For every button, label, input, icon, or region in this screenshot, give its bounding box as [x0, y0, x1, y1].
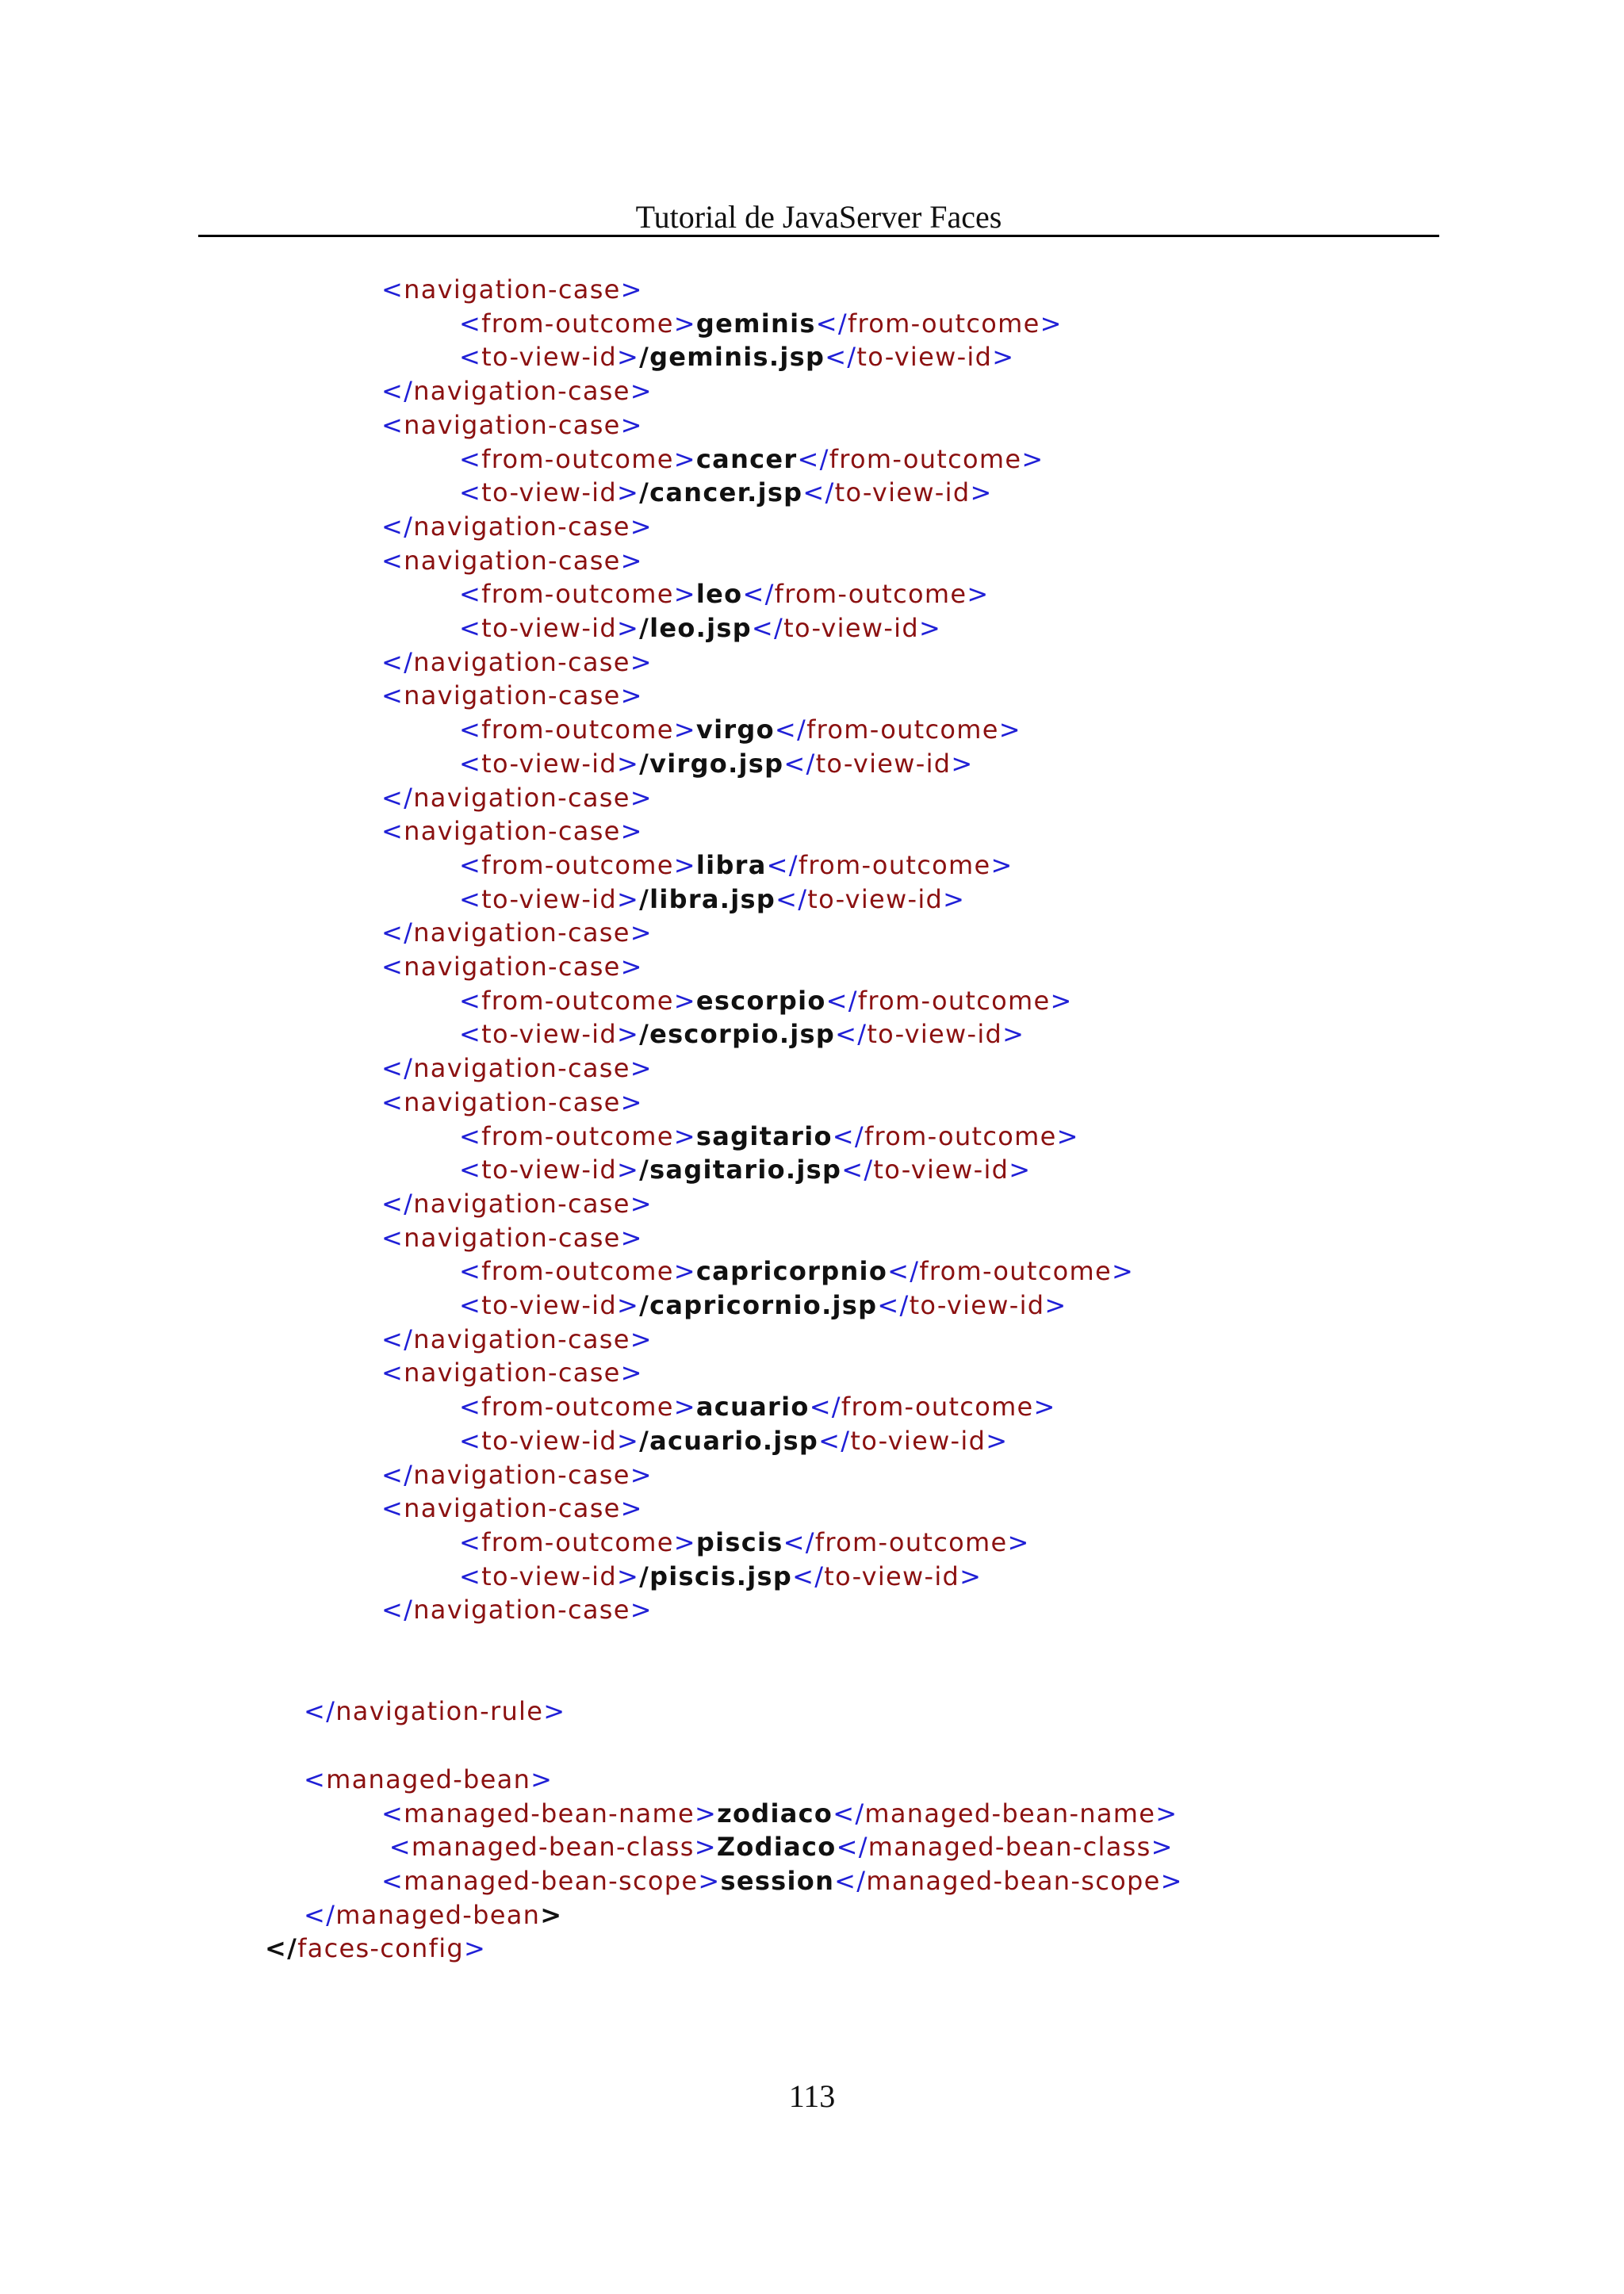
code-tag-bracket: <: [459, 579, 482, 610]
code-tag-bracket: <: [381, 1222, 404, 1253]
code-tag-bracket: >: [616, 1425, 640, 1456]
code-tag-name: faces-config: [297, 1933, 465, 1964]
code-tag-name: navigation-case: [413, 376, 630, 407]
code-line: [459, 984, 1073, 1018]
code-value: /sagitario.jsp: [639, 1155, 842, 1185]
code-tag-name: managed-bean-scope: [404, 1865, 699, 1896]
code-line: [381, 814, 643, 848]
code-line: [459, 340, 1014, 374]
code-tag-bracket: </: [776, 883, 808, 914]
code-tag-name: from-outcome: [481, 579, 674, 610]
code-tag-bracket: </: [833, 1798, 865, 1829]
code-tag-bracket: <: [381, 1798, 404, 1829]
code-tag-name: to-view-id: [807, 883, 944, 914]
code-value: session: [720, 1865, 835, 1896]
code-tag-bracket: </: [818, 1425, 851, 1456]
code-tag-name: navigation-case: [404, 1086, 621, 1117]
code-tag-name: navigation-case: [413, 1188, 630, 1219]
code-tag-bracket: >: [1007, 1526, 1030, 1557]
code-tag-bracket: >: [616, 1290, 640, 1320]
code-tag-bracket: >: [630, 1323, 653, 1354]
code-tag-bracket: </: [815, 308, 848, 339]
code-line: [459, 1526, 1030, 1560]
code-value: Zodiaco: [716, 1832, 837, 1863]
code-tag-bracket: <: [381, 1358, 404, 1388]
code-tag-bracket: >: [616, 342, 640, 373]
code-tag-bracket: </: [381, 511, 414, 542]
code-tag-name: navigation-case: [404, 409, 621, 440]
code-value: libra: [695, 849, 767, 880]
code-tag-name: to-view-id: [867, 1019, 1003, 1050]
code-tag-bracket: </: [381, 1188, 414, 1219]
code-tag-bracket: <: [459, 883, 482, 914]
header-divider: [198, 235, 1439, 237]
code-line: [381, 781, 653, 815]
code-value: piscis: [695, 1526, 783, 1557]
code-tag-bracket: >: [986, 1425, 1009, 1456]
code-tag-name: from-outcome: [481, 308, 674, 339]
code-tag-bracket: </: [832, 1120, 864, 1151]
code-line: [304, 1695, 565, 1729]
code-tag-name: managed-bean-scope: [866, 1865, 1161, 1896]
code-tag-bracket: >: [616, 883, 640, 914]
code-tag-bracket: >: [1044, 1290, 1067, 1320]
code-line: [459, 747, 974, 781]
code-value: </: [265, 1933, 298, 1964]
code-line: [381, 1356, 643, 1390]
code-line: [381, 273, 643, 307]
code-tag-bracket: </: [766, 849, 799, 880]
code-tag-name: navigation-case: [404, 816, 621, 847]
code-tag-name: managed-bean: [335, 1899, 541, 1930]
code-tag-bracket: >: [464, 1933, 487, 1964]
code-tag-name: from-outcome: [481, 714, 674, 745]
code-tag-name: from-outcome: [481, 1256, 674, 1287]
code-tag-name: managed-bean-class: [411, 1832, 695, 1863]
code-tag-bracket: </: [809, 1392, 841, 1423]
code-line: [459, 611, 941, 645]
code-tag-bracket: </: [774, 714, 807, 745]
code-line: [381, 1221, 643, 1255]
code-line: [381, 1864, 1183, 1898]
code-tag-name: to-view-id: [481, 1290, 617, 1320]
code-tag-bracket: >: [998, 714, 1021, 745]
code-tag-bracket: <: [459, 1155, 482, 1185]
page-number: 113: [788, 2078, 836, 2114]
code-tag-name: to-view-id: [481, 1561, 617, 1591]
code-tag-bracket: <: [381, 274, 404, 304]
code-tag-bracket: >: [1033, 1392, 1056, 1423]
code-tag-name: navigation-case: [404, 545, 621, 576]
code-tag-name: to-view-id: [481, 342, 617, 373]
code-value: virgo: [695, 714, 775, 745]
code-tag-bracket: >: [959, 1561, 982, 1591]
code-tag-name: navigation-case: [413, 917, 630, 948]
code-tag-bracket: </: [304, 1899, 336, 1930]
code-tag-bracket: >: [673, 1120, 696, 1151]
code-tag-name: from-outcome: [814, 1526, 1008, 1557]
code-tag-bracket: >: [543, 1696, 566, 1727]
code-tag-name: from-outcome: [774, 579, 967, 610]
code-line: [459, 1289, 1067, 1323]
code-tag-bracket: </: [835, 1019, 868, 1050]
code-tag-bracket: >: [620, 1222, 643, 1253]
code-tag-bracket: >: [630, 782, 653, 813]
code-line: [381, 1323, 653, 1357]
code-tag-bracket: </: [381, 782, 414, 813]
code-tag-bracket: <: [459, 613, 482, 643]
code-tag-bracket: >: [698, 1865, 721, 1896]
code-tag-bracket: <: [459, 1256, 482, 1287]
code-tag-bracket: >: [630, 917, 653, 948]
code-tag-bracket: <: [459, 1526, 482, 1557]
code-line: [304, 1898, 562, 1932]
code-tag-bracket: >: [630, 376, 653, 407]
code-tag-bracket: >: [630, 1188, 653, 1219]
code-tag-bracket: >: [673, 1256, 696, 1287]
code-tag-name: to-view-id: [850, 1425, 986, 1456]
code-line: [381, 916, 653, 950]
code-value: sagitario: [695, 1120, 833, 1151]
code-tag-bracket: <: [381, 545, 404, 576]
code-tag-bracket: >: [673, 308, 696, 339]
code-tag-bracket: >: [616, 1019, 640, 1050]
code-tag-name: navigation-case: [404, 680, 621, 711]
code-tag-bracket: </: [783, 748, 816, 779]
code-value: escorpio: [695, 985, 826, 1016]
code-tag-bracket: </: [825, 342, 857, 373]
code-value: /cancer.jsp: [639, 477, 803, 508]
code-value: acuario: [695, 1392, 810, 1423]
code-line: [459, 307, 1063, 341]
code-tag-bracket: >: [620, 1358, 643, 1388]
code-tag-name: navigation-case: [413, 1595, 630, 1626]
code-tag-bracket: >: [616, 1155, 640, 1185]
code-tag-bracket: </: [381, 1459, 414, 1490]
code-tag-name: navigation-case: [404, 1358, 621, 1388]
code-tag-bracket: >: [673, 985, 696, 1016]
code-tag-name: to-view-id: [481, 613, 617, 643]
code-tag-bracket: <: [381, 1865, 404, 1896]
code-line: [381, 645, 653, 680]
code-tag-bracket: >: [694, 1832, 717, 1863]
code-value: /virgo.jsp: [639, 748, 784, 779]
code-line: [265, 1932, 486, 1966]
code-line: [459, 1017, 1025, 1051]
code-tag-bracket: >: [673, 443, 696, 474]
code-line: [459, 1254, 1134, 1289]
code-tag-bracket: <: [381, 1086, 404, 1117]
code-tag-name: from-outcome: [829, 443, 1022, 474]
code-value: /leo.jsp: [639, 613, 752, 643]
code-tag-bracket: <: [459, 1392, 482, 1423]
code-line: [381, 1187, 653, 1221]
code-line: [381, 544, 643, 578]
code-line: [381, 1051, 653, 1086]
code-tag-bracket: >: [970, 477, 993, 508]
code-tag-bracket: </: [836, 1832, 868, 1863]
code-line: [381, 510, 653, 544]
code-tag-name: to-view-id: [824, 1561, 960, 1591]
code-tag-bracket: >: [992, 342, 1015, 373]
code-tag-bracket: <: [459, 342, 482, 373]
code-value: geminis: [695, 308, 816, 339]
code-line: [459, 1153, 1031, 1187]
code-tag-name: from-outcome: [806, 714, 999, 745]
code-tag-name: from-outcome: [481, 443, 674, 474]
code-tag-bracket: <: [459, 748, 482, 779]
code-value: leo: [695, 579, 743, 610]
code-tag-name: to-view-id: [481, 1425, 617, 1456]
code-line: [459, 577, 989, 611]
code-line: [459, 1120, 1079, 1154]
code-tag-bracket: >: [620, 680, 643, 711]
code-line: [459, 883, 965, 917]
code-value: >: [540, 1899, 563, 1930]
code-tag-name: from-outcome: [481, 985, 674, 1016]
code-tag-bracket: >: [673, 849, 696, 880]
code-tag-name: from-outcome: [481, 1526, 674, 1557]
code-tag-name: from-outcome: [481, 849, 674, 880]
code-line: [381, 1086, 643, 1120]
code-tag-bracket: >: [967, 579, 990, 610]
code-tag-bracket: >: [694, 1798, 718, 1829]
code-line: [459, 713, 1021, 747]
code-tag-bracket: </: [825, 985, 858, 1016]
code-tag-bracket: >: [918, 613, 942, 643]
code-tag-bracket: </: [381, 1053, 414, 1084]
code-tag-bracket: </: [841, 1155, 874, 1185]
code-tag-bracket: <: [381, 680, 404, 711]
code-tag-name: to-view-id: [481, 477, 617, 508]
code-tag-bracket: >: [630, 1595, 653, 1626]
code-tag-bracket: </: [381, 1595, 414, 1626]
code-line: [381, 679, 643, 713]
code-tag-bracket: >: [673, 1392, 696, 1423]
code-tag-name: from-outcome: [847, 308, 1040, 339]
code-tag-name: managed-bean: [326, 1764, 531, 1794]
code-tag-bracket: </: [834, 1865, 867, 1896]
code-tag-bracket: >: [1056, 1120, 1079, 1151]
code-line: [459, 1390, 1056, 1424]
code-tag-bracket: </: [751, 613, 784, 643]
code-tag-bracket: </: [877, 1290, 910, 1320]
code-tag-bracket: >: [620, 952, 643, 982]
code-value: /escorpio.jsp: [639, 1019, 836, 1050]
code-tag-bracket: >: [620, 816, 643, 847]
code-tag-bracket: >: [616, 613, 640, 643]
code-tag-name: managed-bean-class: [868, 1832, 1151, 1863]
code-tag-bracket: </: [304, 1696, 336, 1727]
code-tag-name: from-outcome: [481, 1392, 674, 1423]
code-tag-bracket: >: [1155, 1798, 1178, 1829]
code-tag-bracket: <: [459, 849, 482, 880]
code-tag-name: navigation-case: [413, 782, 630, 813]
code-tag-bracket: <: [459, 985, 482, 1016]
code-tag-bracket: >: [620, 274, 643, 304]
code-tag-name: from-outcome: [481, 1120, 674, 1151]
code-tag-name: from-outcome: [798, 849, 991, 880]
code-tag-name: navigation-case: [404, 952, 621, 982]
code-tag-bracket: <: [459, 443, 482, 474]
code-tag-name: to-view-id: [909, 1290, 1045, 1320]
code-tag-name: to-view-id: [481, 1019, 617, 1050]
code-value: cancer: [695, 443, 798, 474]
code-tag-bracket: >: [1021, 443, 1044, 474]
code-tag-name: to-view-id: [481, 1155, 617, 1185]
code-line: [459, 848, 1013, 883]
code-tag-name: to-view-id: [856, 342, 993, 373]
code-value: /geminis.jsp: [639, 342, 825, 373]
code-tag-bracket: <: [459, 1425, 482, 1456]
code-tag-name: navigation-case: [404, 1222, 621, 1253]
code-tag-bracket: </: [381, 917, 414, 948]
code-tag-name: managed-bean-name: [864, 1798, 1156, 1829]
code-value: /libra.jsp: [639, 883, 776, 914]
code-tag-bracket: >: [530, 1764, 553, 1794]
code-tag-bracket: <: [459, 1019, 482, 1050]
code-tag-name: navigation-case: [413, 1459, 630, 1490]
code-line: [381, 1458, 653, 1492]
code-line: [459, 1424, 1008, 1458]
code-tag-bracket: >: [630, 1053, 653, 1084]
code-tag-bracket: >: [1151, 1832, 1174, 1863]
code-tag-bracket: </: [802, 477, 835, 508]
code-tag-bracket: <: [459, 714, 482, 745]
code-tag-bracket: <: [381, 409, 404, 440]
code-tag-bracket: >: [673, 579, 696, 610]
code-tag-bracket: >: [616, 477, 640, 508]
code-tag-bracket: >: [1009, 1155, 1032, 1185]
code-tag-bracket: >: [620, 1493, 643, 1524]
code-line: [304, 1763, 553, 1797]
code-tag-bracket: <: [381, 952, 404, 982]
code-tag-name: to-view-id: [873, 1155, 1009, 1185]
code-tag-bracket: </: [792, 1561, 825, 1591]
code-tag-bracket: >: [1040, 308, 1063, 339]
code-tag-bracket: <: [381, 1493, 404, 1524]
code-tag-bracket: >: [1160, 1865, 1183, 1896]
code-tag-bracket: <: [459, 308, 482, 339]
code-value: /capricornio.jsp: [639, 1290, 878, 1320]
code-tag-bracket: >: [620, 545, 643, 576]
code-tag-bracket: >: [630, 1459, 653, 1490]
page-header-title: Tutorial de JavaServer Faces: [635, 199, 1002, 235]
code-line: [381, 950, 643, 984]
code-tag-bracket: >: [990, 849, 1013, 880]
code-tag-bracket: >: [951, 748, 974, 779]
code-tag-bracket: <: [459, 477, 482, 508]
code-tag-bracket: >: [616, 748, 640, 779]
code-tag-bracket: </: [381, 1323, 414, 1354]
code-tag-bracket: >: [1111, 1256, 1135, 1287]
code-tag-bracket: >: [1050, 985, 1073, 1016]
code-tag-name: navigation-case: [413, 646, 630, 677]
code-tag-bracket: >: [630, 646, 653, 677]
code-tag-name: navigation-case: [413, 1323, 630, 1354]
code-tag-name: navigation-case: [413, 511, 630, 542]
code-tag-name: from-outcome: [919, 1256, 1112, 1287]
code-tag-bracket: >: [616, 1561, 640, 1591]
code-tag-name: navigation-rule: [335, 1696, 544, 1727]
code-tag-bracket: >: [620, 409, 643, 440]
code-tag-bracket: </: [797, 443, 829, 474]
code-tag-name: to-view-id: [481, 883, 617, 914]
code-value: zodiaco: [717, 1798, 833, 1829]
code-tag-bracket: <: [381, 816, 404, 847]
code-tag-bracket: </: [783, 1526, 815, 1557]
code-tag-bracket: <: [459, 1561, 482, 1591]
code-tag-bracket: >: [943, 883, 966, 914]
code-line: [389, 1830, 1174, 1864]
code-line: [459, 476, 993, 510]
code-tag-name: managed-bean-name: [404, 1798, 695, 1829]
code-value: /acuario.jsp: [639, 1425, 819, 1456]
code-tag-name: to-view-id: [481, 748, 617, 779]
code-tag-name: to-view-id: [815, 748, 952, 779]
code-tag-name: from-outcome: [864, 1120, 1057, 1151]
code-tag-bracket: >: [1002, 1019, 1025, 1050]
code-line: [381, 374, 653, 408]
code-tag-bracket: </: [887, 1256, 920, 1287]
code-tag-bracket: >: [630, 511, 653, 542]
code-tag-bracket: >: [673, 714, 696, 745]
code-line: [459, 1560, 982, 1594]
code-line: [459, 442, 1044, 477]
code-tag-bracket: >: [673, 1526, 696, 1557]
code-tag-bracket: <: [304, 1764, 327, 1794]
code-tag-name: to-view-id: [783, 613, 919, 643]
code-tag-bracket: <: [389, 1832, 412, 1863]
code-tag-bracket: </: [381, 646, 414, 677]
code-tag-name: from-outcome: [841, 1392, 1034, 1423]
code-tag-bracket: </: [742, 579, 775, 610]
code-tag-name: navigation-case: [413, 1053, 630, 1084]
code-line: [381, 1492, 643, 1526]
code-tag-name: navigation-case: [404, 274, 621, 304]
code-tag-name: navigation-case: [404, 1493, 621, 1524]
code-line: [381, 408, 643, 442]
code-tag-name: to-view-id: [834, 477, 971, 508]
code-value: /piscis.jsp: [639, 1561, 793, 1591]
code-value: capricorpnio: [695, 1256, 888, 1287]
code-tag-bracket: <: [459, 1120, 482, 1151]
code-tag-name: from-outcome: [857, 985, 1051, 1016]
code-tag-bracket: <: [459, 1290, 482, 1320]
code-line: [381, 1797, 1178, 1831]
code-tag-bracket: </: [381, 376, 414, 407]
code-line: [381, 1593, 653, 1627]
code-tag-bracket: >: [620, 1086, 643, 1117]
